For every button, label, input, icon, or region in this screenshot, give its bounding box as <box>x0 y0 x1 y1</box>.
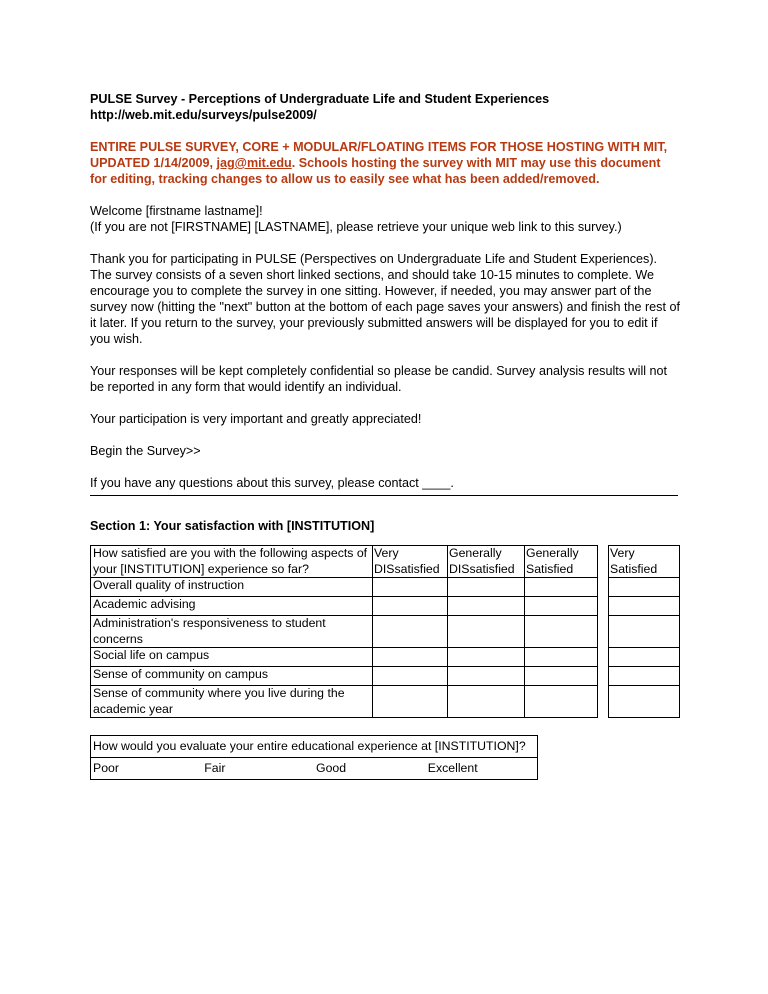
row-label: Academic advising <box>91 597 373 616</box>
contact-text: If you have any questions about this survey, please contact ____. <box>90 476 454 490</box>
rating-cell[interactable] <box>609 597 680 616</box>
column-gap <box>598 686 609 718</box>
survey-url: http://web.mit.edu/surveys/pulse2009/ <box>90 108 317 122</box>
email-link[interactable]: jag@mit.edu <box>216 156 292 170</box>
table-row <box>91 597 680 616</box>
column-header-very-dissatisfied: Very DISsatisfied <box>373 546 448 578</box>
rating-cell[interactable] <box>373 648 448 667</box>
column-gap <box>598 667 609 686</box>
column-gap <box>598 546 609 578</box>
rating-cell[interactable] <box>448 667 525 686</box>
row-label: Social life on campus <box>91 648 373 667</box>
evaluation-table <box>90 735 538 780</box>
evaluation-option-poor[interactable]: Poor <box>91 758 203 780</box>
welcome-line: Welcome [firstname lastname]! <box>90 204 263 218</box>
column-header-very-satisfied: Very Satisfied <box>609 546 680 578</box>
rating-cell[interactable] <box>448 597 525 616</box>
evaluation-question: How would you evaluate your entire educational experience at [INSTITUTION]? <box>91 736 538 758</box>
rating-cell[interactable] <box>373 578 448 597</box>
rating-cell[interactable] <box>373 616 448 648</box>
evaluation-option-excellent[interactable]: Excellent <box>426 758 538 780</box>
rating-cell[interactable] <box>609 648 680 667</box>
row-label: Overall quality of instruction <box>91 578 373 597</box>
column-gap <box>598 578 609 597</box>
row-label: Sense of community on campus <box>91 667 373 686</box>
rating-cell[interactable] <box>448 616 525 648</box>
row-label: Sense of community where you live during the academic year <box>91 686 373 718</box>
rating-cell[interactable] <box>525 597 598 616</box>
table-row <box>91 667 680 686</box>
confidentiality-paragraph: Your responses will be kept completely confidential so please be candid. Survey analysis results will not be reported in any form that would identify an individual. <box>90 364 668 394</box>
table-row <box>91 578 680 597</box>
rating-cell[interactable] <box>448 648 525 667</box>
rating-cell[interactable] <box>525 686 598 718</box>
rating-cell[interactable] <box>525 616 598 648</box>
table-row <box>91 616 680 648</box>
begin-survey-link[interactable]: Begin the Survey>> <box>90 444 201 458</box>
satisfaction-question: How satisfied are you with the following aspects of your [INSTITUTION] experience so far? <box>91 546 373 578</box>
intro-paragraph: Thank you for participating in PULSE (Perspectives on Undergraduate Life and Student Experiences). The survey consists of a seven short linked sections, and should take 10-15 minutes to complete. We encourage you to complete the survey in one sitting. However, if needed, you may answer part of the survey now (hitting the "next" button at the bottom of each page saves your answers) and finish the rest of it later. If you return to the survey, your previously submitted answers will be displayed for you to edit if you wish. <box>90 252 680 346</box>
satisfaction-table <box>90 545 680 718</box>
notice-text-after: . Schools hosting the survey with MIT may use this document for editing, tracking changes to allow us to easily see what has been added/removed. <box>90 156 661 186</box>
rating-cell[interactable] <box>525 648 598 667</box>
rating-cell[interactable] <box>373 686 448 718</box>
column-gap <box>598 648 609 667</box>
rating-cell[interactable] <box>448 686 525 718</box>
column-header-generally-dissatisfied: Generally DISsatisfied <box>448 546 525 578</box>
rating-cell[interactable] <box>609 578 680 597</box>
column-gap <box>598 616 609 648</box>
table-row <box>91 648 680 667</box>
rating-cell[interactable] <box>525 578 598 597</box>
rating-cell[interactable] <box>609 667 680 686</box>
rating-cell[interactable] <box>373 597 448 616</box>
rating-cell[interactable] <box>609 616 680 648</box>
welcome-block <box>90 203 680 235</box>
table-row <box>91 686 680 718</box>
rating-cell[interactable] <box>609 686 680 718</box>
notice-text-before: ENTIRE PULSE SURVEY, CORE + MODULAR/FLOATING ITEMS FOR THOSE HOSTING WITH MIT, UPDATED 1/14/2009, <box>90 140 668 170</box>
document-page <box>90 91 680 780</box>
evaluation-option-fair[interactable]: Fair <box>202 758 314 780</box>
row-label: Administration's responsiveness to student concerns <box>91 616 373 648</box>
header <box>90 91 680 123</box>
rating-cell[interactable] <box>373 667 448 686</box>
evaluation-option-good[interactable]: Good <box>314 758 426 780</box>
column-header-generally-satisfied: Generally Satisfied <box>525 546 598 578</box>
column-gap <box>598 597 609 616</box>
rating-cell[interactable] <box>525 667 598 686</box>
rating-cell[interactable] <box>448 578 525 597</box>
editing-notice <box>90 139 680 187</box>
divider <box>90 495 678 496</box>
not-you-line: (If you are not [FIRSTNAME] [LASTNAME], please retrieve your unique web link to this survey.) <box>90 220 622 234</box>
appreciation-text: Your participation is very important and greatly appreciated! <box>90 412 422 426</box>
survey-title: PULSE Survey - Perceptions of Undergraduate Life and Student Experiences <box>90 92 550 106</box>
section-title: Section 1: Your satisfaction with [INSTITUTION] <box>90 519 375 533</box>
